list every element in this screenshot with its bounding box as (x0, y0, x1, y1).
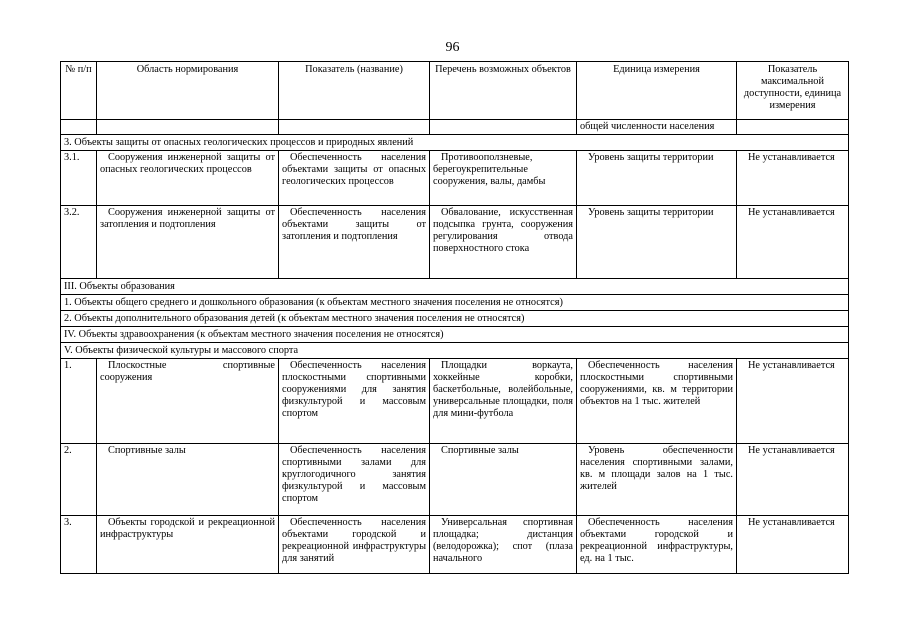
row-access: Не устанавливается (737, 444, 849, 516)
row-access: Не устанавливается (737, 151, 849, 206)
row-objects: Универсальная спортивная площадка; дистанция (велодорожка); спот (плаза начального (430, 516, 577, 574)
row-unit: Уровень обеспеченности населения спортивными залами, кв. м площади залов на 1 тыс. жителей (577, 444, 737, 516)
table-row (61, 444, 849, 516)
row-access: Не устанавливается (737, 206, 849, 279)
page-number: 96 (445, 40, 460, 55)
row-num: 3.2. (61, 206, 97, 279)
header-unit: Единица измерения (577, 62, 737, 120)
header-access: Показатель максимальной доступности, единица измерения (737, 62, 849, 120)
continuation-row (61, 120, 849, 135)
table-row (61, 359, 849, 444)
row-access: Не устанавливается (737, 516, 849, 574)
row-num: 3. (61, 516, 97, 574)
section-sport: V. Объекты физической культуры и массового спорта (61, 343, 849, 359)
row-indicator: Обеспеченность населения объектами защиты от затопления и подтопления (279, 206, 430, 279)
header-objects: Перечень возможных объектов (430, 62, 577, 120)
row-objects: Обвалование, искусственная подсыпка грунта, сооружения регулирования отвода поверхностного стока (430, 206, 577, 279)
row-unit: Уровень защиты территории (577, 151, 737, 206)
header-row (61, 62, 849, 120)
section-row (61, 295, 849, 311)
row-unit: Обеспеченность населения объектами городской и рекреационной инфраструктуры, ед. на 1 тыс. (577, 516, 737, 574)
row-indicator: Обеспеченность населения спортивными залами для круглогодичного занятия физкультурой и массовым спортом (279, 444, 430, 516)
header-area: Область нормирования (97, 62, 279, 120)
section-health: IV. Объекты здравоохранения (к объектам местного значения поселения не относятся) (61, 327, 849, 343)
norms-table (60, 61, 849, 574)
table-row (61, 151, 849, 206)
header-num: № п/п (61, 62, 97, 120)
section-edu2: 2. Объекты дополнительного образования детей (к объектам местного значения поселения не относятся) (61, 311, 849, 327)
row-indicator: Обеспеченность населения плоскостными спортивными сооружениями для занятия физкультурой и массовым спортом (279, 359, 430, 444)
row-access: Не устанавливается (737, 359, 849, 444)
section-row (61, 311, 849, 327)
table-row (61, 206, 849, 279)
row-unit: Обеспеченность населения плоскостными спортивными сооружениями, кв. м территории объектов на 1 тыс. жителей (577, 359, 737, 444)
section-row (61, 135, 849, 151)
section-edu1: 1. Объекты общего среднего и дошкольного образования (к объектам местного значения поселения не относятся) (61, 295, 849, 311)
row-num: 3.1. (61, 151, 97, 206)
row-objects: Площадки воркаута, хоккейные коробки, баскетбольные, волейбольные, универсальные площадки, поля для мини-футбола (430, 359, 577, 444)
table-row (61, 516, 849, 574)
continuation-unit: общей численности населения (577, 120, 737, 135)
row-area: Объекты городской и рекреационной инфраструктуры (97, 516, 279, 574)
row-area: Плоскостные спортивные сооружения (97, 359, 279, 444)
row-indicator: Обеспеченность населения объектами городской и рекреационной инфраструктуры для занятий (279, 516, 430, 574)
section-geo: 3. Объекты защиты от опасных геологических процессов и природных явлений (61, 135, 849, 151)
row-unit: Уровень защиты территории (577, 206, 737, 279)
section-edu: III. Объекты образования (61, 279, 849, 295)
section-row (61, 327, 849, 343)
row-num: 1. (61, 359, 97, 444)
row-indicator: Обеспеченность населения объектами защиты от опасных геологических процессов (279, 151, 430, 206)
row-objects: Противооползневые, берегоукрепительные сооружения, валы, дамбы (430, 151, 577, 206)
row-area: Спортивные залы (97, 444, 279, 516)
section-row (61, 343, 849, 359)
row-area: Сооружения инженерной защиты от затопления и подтопления (97, 206, 279, 279)
row-area: Сооружения инженерной защиты от опасных геологических процессов (97, 151, 279, 206)
section-row (61, 279, 849, 295)
row-objects: Спортивные залы (430, 444, 577, 516)
header-indicator: Показатель (название) (279, 62, 430, 120)
row-num: 2. (61, 444, 97, 516)
